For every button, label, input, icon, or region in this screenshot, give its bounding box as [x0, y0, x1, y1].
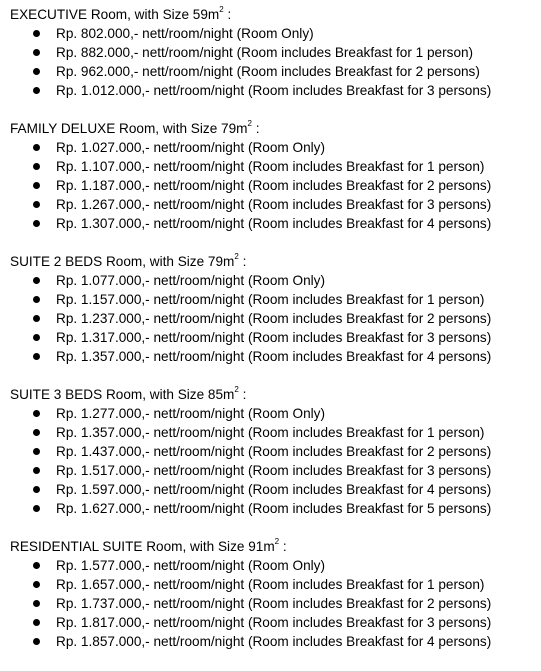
room-section — [10, 537, 541, 651]
rate-text: Rp. 1.317.000,- nett/room/night (Room includes Breakfast for 3 persons) — [56, 330, 492, 345]
room-heading — [10, 385, 541, 404]
rate-item — [10, 480, 541, 499]
rate-item — [10, 461, 541, 480]
rate-item — [10, 423, 541, 442]
rate-item — [10, 309, 541, 328]
room-title: SUITE 2 BEDS Room, with Size 79m — [10, 254, 235, 269]
rate-list — [10, 556, 541, 651]
rate-text: Rp. 1.157.000,- nett/room/night (Room includes Breakfast for 1 person) — [56, 292, 485, 307]
room-title: SUITE 3 BEDS Room, with Size 85m — [10, 387, 235, 402]
rate-text: Rp. 1.577.000,- nett/room/night (Room Only) — [56, 558, 325, 573]
room-section — [10, 5, 541, 100]
bullet-icon — [33, 201, 40, 208]
room-title-suffix: : — [251, 121, 260, 136]
bullet-icon — [33, 353, 40, 360]
rate-text: Rp. 1.517.000,- nett/room/night (Room includes Breakfast for 3 persons) — [56, 463, 492, 478]
bullet-icon — [33, 68, 40, 75]
bullet-icon — [33, 467, 40, 474]
room-title: FAMILY DELUXE Room, with Size 79m — [10, 121, 248, 136]
area-exponent: 2 — [219, 5, 224, 15]
rate-item — [10, 442, 541, 461]
rate-list — [10, 138, 541, 233]
room-title-suffix: : — [238, 387, 247, 402]
area-exponent: 2 — [247, 119, 252, 129]
rate-item — [10, 347, 541, 366]
room-section — [10, 119, 541, 233]
bullet-icon — [33, 410, 40, 417]
rate-item — [10, 195, 541, 214]
rate-item — [10, 404, 541, 423]
rate-item — [10, 556, 541, 575]
rate-item — [10, 632, 541, 651]
rate-text: Rp. 1.277.000,- nett/room/night (Room Only) — [56, 406, 325, 421]
bullet-icon — [33, 163, 40, 170]
rate-item — [10, 81, 541, 100]
room-section — [10, 252, 541, 366]
rate-list — [10, 271, 541, 366]
rate-text: Rp. 1.857.000,- nett/room/night (Room includes Breakfast for 4 persons) — [56, 634, 492, 649]
bullet-icon — [33, 30, 40, 37]
rate-item — [10, 271, 541, 290]
rate-text: Rp. 1.657.000,- nett/room/night (Room includes Breakfast for 1 person) — [56, 577, 485, 592]
rate-text: Rp. 1.237.000,- nett/room/night (Room includes Breakfast for 2 persons) — [56, 311, 492, 326]
rate-text: Rp. 802.000,- nett/room/night (Room Only) — [56, 26, 314, 41]
area-exponent: 2 — [274, 537, 280, 547]
rate-text: Rp. 1.187.000,- nett/room/night (Room includes Breakfast for 2 persons) — [56, 178, 492, 193]
rate-text: Rp. 1.597.000,- nett/room/night (Room includes Breakfast for 4 persons) — [56, 482, 492, 497]
rate-item — [10, 499, 541, 518]
bullet-icon — [33, 144, 40, 151]
bullet-icon — [33, 562, 40, 569]
bullet-icon — [33, 220, 40, 227]
rate-text: Rp. 1.357.000,- nett/room/night (Room includes Breakfast for 4 persons) — [56, 349, 492, 364]
rate-text: Rp. 1.437.000,- nett/room/night (Room includes Breakfast for 2 persons) — [56, 444, 492, 459]
room-title-suffix: : — [279, 539, 287, 554]
bullet-icon — [33, 581, 40, 588]
bullet-icon — [33, 87, 40, 94]
bullet-icon — [33, 296, 40, 303]
room-heading — [10, 119, 541, 138]
room-title-suffix: : — [223, 7, 232, 22]
bullet-icon — [33, 486, 40, 493]
rate-item — [10, 138, 541, 157]
rate-text: Rp. 1.357.000,- nett/room/night (Room includes Breakfast for 1 person) — [56, 425, 485, 440]
bullet-icon — [33, 182, 40, 189]
room-title-suffix: : — [238, 254, 247, 269]
bullet-icon — [33, 619, 40, 626]
rate-text: Rp. 1.307.000,- nett/room/night (Room includes Breakfast for 4 persons) — [56, 216, 492, 231]
rate-text: Rp. 962.000,- nett/room/night (Room includes Breakfast for 2 persons) — [56, 64, 480, 79]
rate-item — [10, 176, 541, 195]
room-heading — [10, 5, 541, 24]
room-title: EXECUTIVE Room, with Size 59m — [10, 7, 220, 22]
rate-list — [10, 404, 541, 518]
bullet-icon — [33, 600, 40, 607]
room-title: RESIDENTIAL SUITE Room, with Size 91m — [10, 539, 275, 554]
rate-item — [10, 214, 541, 233]
room-section — [10, 385, 541, 518]
rate-text: Rp. 1.817.000,- nett/room/night (Room includes Breakfast for 3 persons) — [56, 615, 492, 630]
rate-text: Rp. 1.107.000,- nett/room/night (Room includes Breakfast for 1 person) — [56, 159, 485, 174]
bullet-icon — [33, 334, 40, 341]
bullet-icon — [33, 315, 40, 322]
rate-text: Rp. 882.000,- nett/room/night (Room includes Breakfast for 1 person) — [56, 45, 474, 60]
rate-item — [10, 575, 541, 594]
rate-item — [10, 328, 541, 347]
rate-list — [10, 24, 541, 100]
bullet-icon — [33, 638, 40, 645]
rate-text: Rp. 1.627.000,- nett/room/night (Room includes Breakfast for 5 persons) — [56, 501, 492, 516]
rate-text: Rp. 1.012.000,- nett/room/night (Room includes Breakfast for 3 persons) — [56, 83, 492, 98]
bullet-icon — [33, 277, 40, 284]
rate-item — [10, 62, 541, 81]
rate-item — [10, 594, 541, 613]
rate-text: Rp. 1.027.000,- nett/room/night (Room Only) — [56, 140, 325, 155]
bullet-icon — [33, 505, 40, 512]
rate-item — [10, 290, 541, 309]
bullet-icon — [33, 429, 40, 436]
bullet-icon — [33, 49, 40, 56]
area-exponent: 2 — [234, 385, 239, 395]
room-heading — [10, 252, 541, 271]
bullet-icon — [33, 448, 40, 455]
rate-item — [10, 157, 541, 176]
rate-text: Rp. 1.267.000,- nett/room/night (Room includes Breakfast for 3 persons) — [56, 197, 492, 212]
area-exponent: 2 — [234, 252, 239, 262]
rate-item — [10, 24, 541, 43]
rate-text: Rp. 1.077.000,- nett/room/night (Room Only) — [56, 273, 325, 288]
rate-text: Rp. 1.737.000,- nett/room/night (Room includes Breakfast for 2 persons) — [56, 596, 492, 611]
rate-item — [10, 613, 541, 632]
room-heading — [10, 537, 541, 556]
rate-item — [10, 43, 541, 62]
